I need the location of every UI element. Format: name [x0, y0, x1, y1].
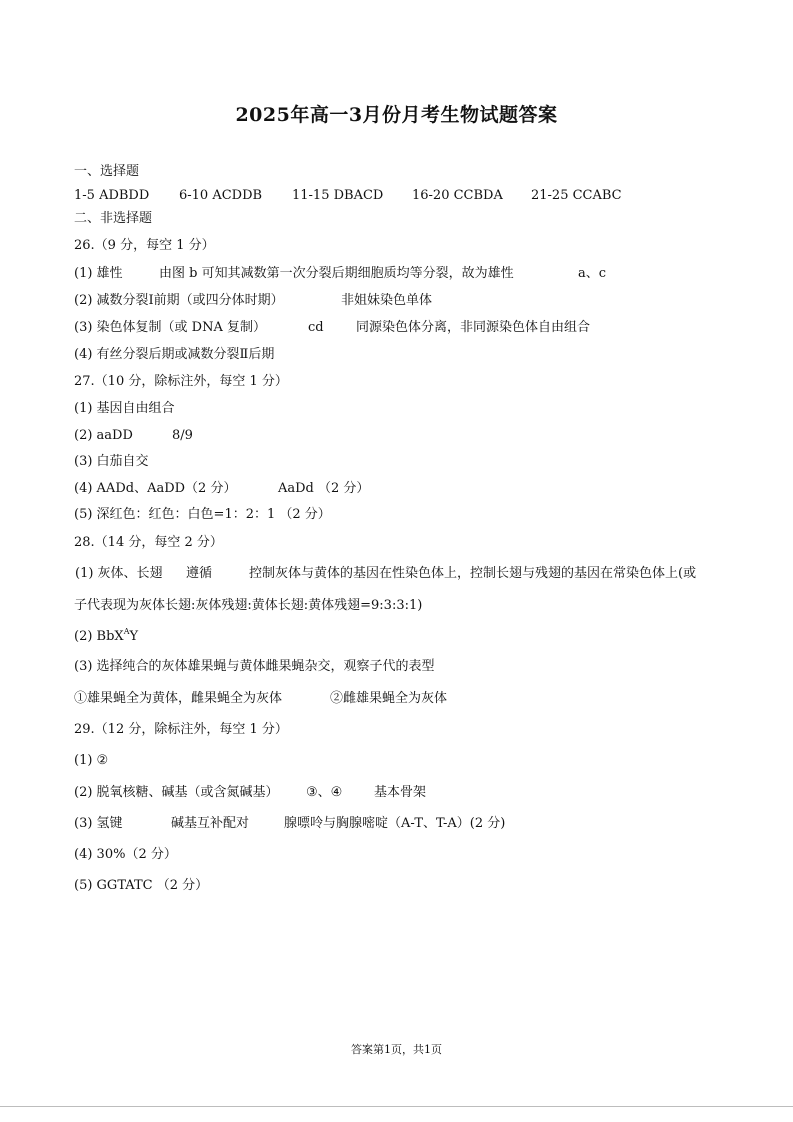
q28-answer-2	[74, 629, 138, 645]
q29-2-blank-a: (2) 脱氧核糖、碱基（或含氮碱基）	[74, 785, 279, 800]
q26-3-blank-a: (3) 染色体复制（或 DNA 复制）	[74, 320, 266, 335]
q28-answer-1	[75, 566, 696, 582]
q26-answer-4: (4) 有丝分裂后期或减数分裂Ⅱ后期	[74, 347, 275, 362]
q26-3-blank-b: cd	[308, 320, 324, 335]
mc-group-2: 6-10 ACDDB	[179, 188, 263, 203]
q27-answer-5: (5) 深红色：红色：白色=1：2：1 （2 分）	[74, 507, 331, 522]
q27-heading: 27.（10 分，除标注外，每空 1 分）	[74, 374, 288, 389]
q29-answer-2	[74, 785, 426, 801]
q28-1-blank-c: 控制灰体与黄体的基因在性染色体上，控制长翅与残翅的基因在常染色体上(或	[249, 566, 697, 581]
section-free-response-heading: 二、非选择题	[74, 211, 153, 226]
q29-2-blank-b: ③、④	[306, 785, 343, 800]
q28-1-blank-a: (1) 灰体、长翅	[75, 566, 163, 581]
q27-4-blank-a: (4) AADd、AaDD（2 分）	[74, 481, 237, 496]
mc-group-3: 11-15 DBACD	[292, 188, 384, 203]
multiple-choice-answers	[74, 188, 622, 204]
q26-heading: 26.（9 分，每空 1 分）	[74, 238, 215, 253]
q26-1-blank-c: a、c	[578, 266, 607, 281]
bottom-divider	[0, 1106, 793, 1107]
q29-3-blank-b: 碱基互补配对	[171, 816, 250, 831]
q29-heading: 29.（12 分，除标注外，每空 1 分）	[74, 722, 288, 737]
q29-3-blank-c: 腺嘌呤与胸腺嘧啶（A-T、T-A）(2 分)	[284, 816, 506, 831]
q27-2-blank-a: (2) aaDD	[74, 428, 133, 443]
q27-answer-1: (1) 基因自由组合	[74, 401, 175, 416]
mc-group-4: 16-20 CCBDA	[412, 188, 503, 203]
q27-answer-3: (3) 白茄自交	[74, 454, 149, 469]
q26-1-blank-b: 由图 b 可知其减数第一次分裂后期细胞质均等分裂，故为雄性	[159, 266, 514, 281]
q27-4-blank-b: AaDd （2 分）	[278, 481, 370, 496]
q26-3-blank-c: 同源染色体分离，非同源染色体自由组合	[356, 320, 591, 335]
q29-3-blank-a: (3) 氢键	[74, 816, 123, 831]
q26-answer-1	[74, 266, 606, 282]
q29-answer-3	[74, 816, 505, 832]
q29-answer-1: (1) ②	[74, 753, 109, 768]
q26-answer-3	[74, 320, 590, 336]
page-footer: 答案第1页，共1页	[351, 1043, 442, 1056]
genotype-superscript: A	[123, 627, 130, 636]
q27-2-blank-b: 8/9	[172, 428, 193, 443]
mc-group-1: 1-5 ADBDD	[74, 188, 150, 203]
section-multiple-choice-heading: 一、选择题	[74, 164, 140, 179]
q29-answer-4: (4) 30%（2 分）	[74, 847, 177, 862]
q28-answer-1-continued: 子代表现为灰体长翅:灰体残翅:黄体长翅:黄体残翅=9:3:3:1)	[74, 598, 423, 613]
genotype-suffix: Y	[129, 629, 139, 644]
q28-4-outcome-1: ①雄果蝇全为黄体，雌果蝇全为灰体	[74, 691, 283, 706]
genotype-prefix: (2) BbX	[74, 629, 124, 644]
q28-4-outcome-2: ②雌雄果蝇全为灰体	[330, 691, 448, 706]
q26-2-blank-a: (2) 减数分裂Ⅰ前期（或四分体时期）	[74, 293, 284, 308]
q29-2-blank-c: 基本骨架	[374, 785, 427, 800]
page-title: 2025年高一3月份月考生物试题答案	[235, 104, 558, 126]
q26-answer-2	[74, 293, 432, 309]
q29-answer-5: (5) GGTATC （2 分）	[74, 878, 209, 893]
mc-group-5: 21-25 CCABC	[531, 188, 622, 203]
q27-answer-4	[74, 481, 369, 497]
q27-answer-2	[74, 428, 193, 444]
q28-answer-3: (3) 选择纯合的灰体雄果蝇与黄体雌果蝇杂交，观察子代的表型	[74, 659, 435, 674]
q28-heading: 28.（14 分，每空 2 分）	[74, 535, 223, 550]
q28-answer-4	[74, 691, 447, 707]
q26-1-blank-a: (1) 雄性	[74, 266, 123, 281]
q28-1-blank-b: 遵循	[186, 566, 213, 581]
q26-2-blank-b: 非姐妹染色单体	[341, 293, 433, 308]
